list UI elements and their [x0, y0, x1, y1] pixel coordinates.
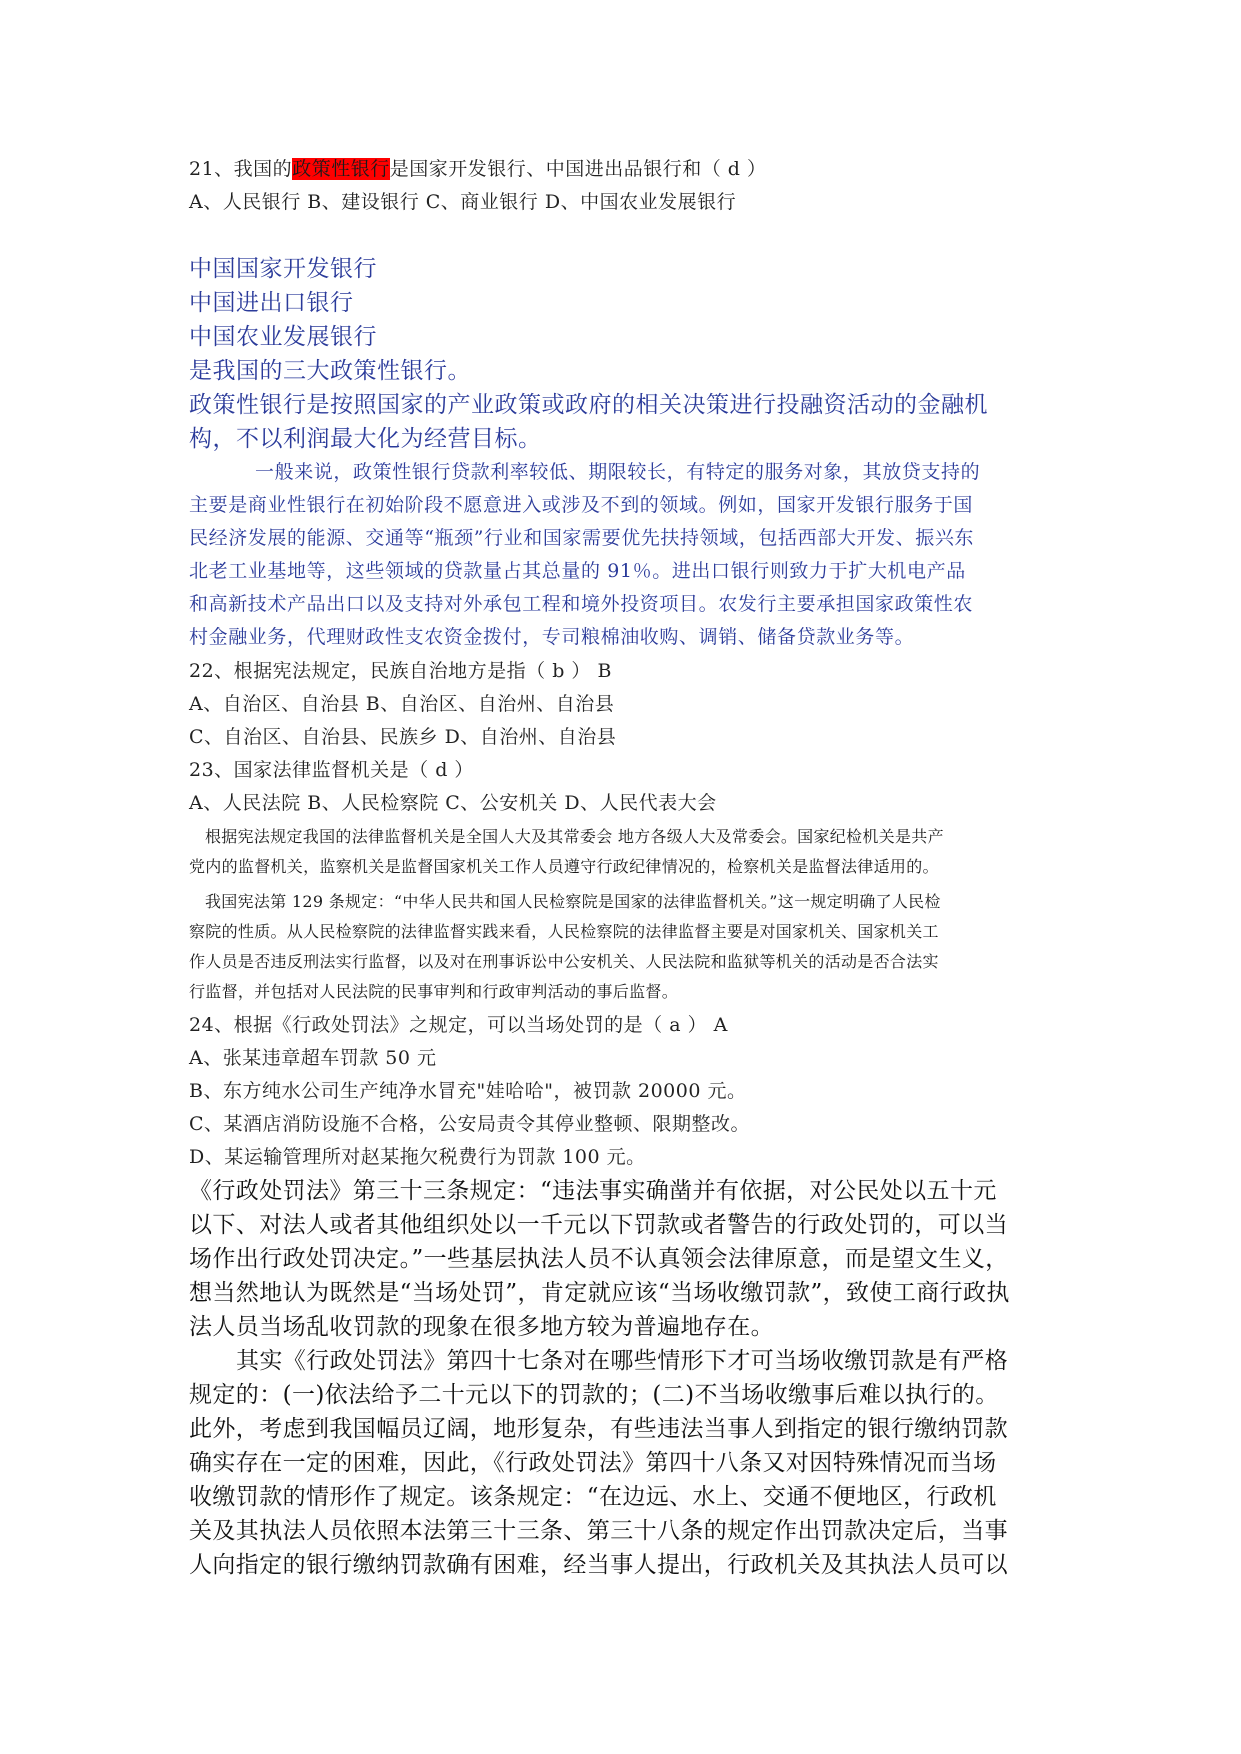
explain-21-line-2: 中国进出口银行 — [189, 290, 354, 316]
explain-24-line-9: 确实存在一定的困难，因此，《行政处罚法》第四十八条又对因特殊情况而当场 — [189, 1450, 997, 1476]
explain-21-para-3: 民经济发展的能源、交通等“瓶颈”行业和国家需要优先扶持领域，包括西部大开发、振兴东 — [189, 527, 975, 549]
question-24-option-a: A、张某违章超车罚款 50 元 — [189, 1047, 437, 1069]
question-22-options-1: A、自治区、自治县 B、自治区、自治州、自治县 — [189, 693, 615, 715]
explain-24-line-12: 人向指定的银行缴纳罚款确有困难，经当事人提出，行政机关及其执法人员可以 — [189, 1552, 1008, 1578]
explain-24-line-2: 以下、对法人或者其他组织处以一千元以下罚款或者警告的行政处罚的，可以当 — [189, 1212, 1008, 1238]
explain-21-para-4: 北老工业基地等，这些领域的贷款量占其总量的 91％。进出口银行则致力于扩大机电产品 — [189, 560, 966, 582]
highlighted-term: 政策性银行 — [292, 158, 390, 180]
explain-24-line-6: 其实《行政处罚法》第四十七条对在哪些情形下才可当场收缴罚款是有严格 — [236, 1348, 1009, 1374]
question-24-option-b: B、东方纯水公司生产纯净水冒充"娃哈哈"，被罚款 20000 元。 — [189, 1080, 747, 1102]
explain-21-para-2: 主要是商业性银行在初始阶段不愿意进入或涉及不到的领域。例如，国家开发银行服务于国 — [189, 494, 974, 516]
explain-23-line-3: 我国宪法第 129 条规定：“中华人民共和国人民检察院是国家的法律监督机关。”这一规定明确了人民检 — [205, 892, 941, 911]
explain-24-line-5: 法人员当场乱收罚款的现象在很多地方较为普遍地存在。 — [189, 1314, 774, 1340]
explain-24-line-7: 规定的：(一)依法给予二十元以下的罚款的；(二)不当场收缴事后难以执行的。 — [189, 1382, 999, 1408]
question-23-options: A、人民法院 B、人民检察院 C、公安机关 D、人民代表大会 — [189, 792, 717, 814]
explain-21-line-6: 构，不以利润最大化为经营目标。 — [189, 426, 542, 452]
question-21-prefix: 21、我国的 — [189, 158, 293, 180]
question-22-options-2: C、自治区、自治县、民族乡 D、自治州、自治县 — [189, 726, 617, 748]
explain-21-line-3: 中国农业发展银行 — [189, 324, 377, 350]
explain-23-line-4: 察院的性质。从人民检察院的法律监督实践来看，人民检察院的法律监督主要是对国家机关、国家机关工 — [189, 922, 939, 941]
question-22: 22、根据宪法规定，民族自治地方是指（ b ） B — [189, 660, 612, 682]
question-21-options: A、人民银行 B、建设银行 C、商业银行 D、中国农业发展银行 — [189, 191, 737, 213]
explain-24-line-1: 《行政处罚法》第三十三条规定：“违法事实确凿并有依据，对公民处以五十元 — [189, 1178, 997, 1204]
explain-23-line-6: 行监督，并包括对人民法院的民事审判和行政审判活动的事后监督。 — [189, 982, 679, 1001]
question-24-option-c: C、某酒店消防设施不合格，公安局责令其停业整顿、限期整改。 — [189, 1113, 751, 1135]
explain-24-line-3: 场作出行政处罚决定。”一些基层执法人员不认真领会法律原意，而是望文生义， — [189, 1246, 1009, 1272]
question-21 — [189, 154, 766, 181]
explain-23-line-1: 根据宪法规定我国的法律监督机关是全国人大及其常委会 地方各级人大及常委会。国家纪检机关是共产 — [205, 827, 944, 846]
explain-23-line-5: 作人员是否违反刑法实行监督，以及对在刑事诉讼中公安机关、人民法院和监狱等机关的活动是否合法实 — [189, 952, 939, 971]
explain-21-para-6: 村金融业务，代理财政性支农资金拨付，专司粮棉油收购、调销、储备贷款业务等。 — [189, 626, 915, 648]
explain-24-line-11: 关及其执法人员依照本法第三十三条、第三十八条的规定作出罚款决定后，当事 — [189, 1518, 1008, 1544]
explain-24-line-4: 想当然地认为既然是“当场处罚”，肯定就应该“当场收缴罚款”，致使工商行政执 — [189, 1280, 1010, 1306]
explain-23-line-2: 党内的监督机关，监察机关是监督国家机关工作人员遵守行政纪律情况的，检察机关是监督法律适用的。 — [189, 857, 939, 876]
explain-21-para-5: 和高新技术产品出口以及支持对外承包工程和境外投资项目。农发行主要承担国家政策性农 — [189, 593, 974, 615]
explain-21-line-1: 中国国家开发银行 — [189, 256, 377, 282]
explain-21-line-4: 是我国的三大政策性银行。 — [189, 358, 471, 384]
question-21-suffix: 是国家开发银行、中国进出品银行和（ d ） — [389, 158, 767, 180]
question-23: 23、国家法律监督机关是（ d ） — [189, 759, 474, 781]
question-24-option-d: D、某运输管理所对赵某拖欠税费行为罚款 100 元。 — [189, 1146, 646, 1168]
explain-21-para-1: 一般来说，政策性银行贷款利率较低、期限较长，有特定的服务对象，其放贷支持的 — [255, 461, 981, 483]
explain-24-line-8: 此外，考虑到我国幅员辽阔，地形复杂，有些违法当事人到指定的银行缴纳罚款 — [189, 1416, 1008, 1442]
explain-21-line-5: 政策性银行是按照国家的产业政策或政府的相关决策进行投融资活动的金融机 — [189, 392, 988, 418]
question-24: 24、根据《行政处罚法》之规定，可以当场处罚的是（ a ） A — [189, 1014, 728, 1036]
explain-24-line-10: 收缴罚款的情形作了规定。该条规定：“在边远、水上、交通不便地区，行政机 — [189, 1484, 997, 1510]
